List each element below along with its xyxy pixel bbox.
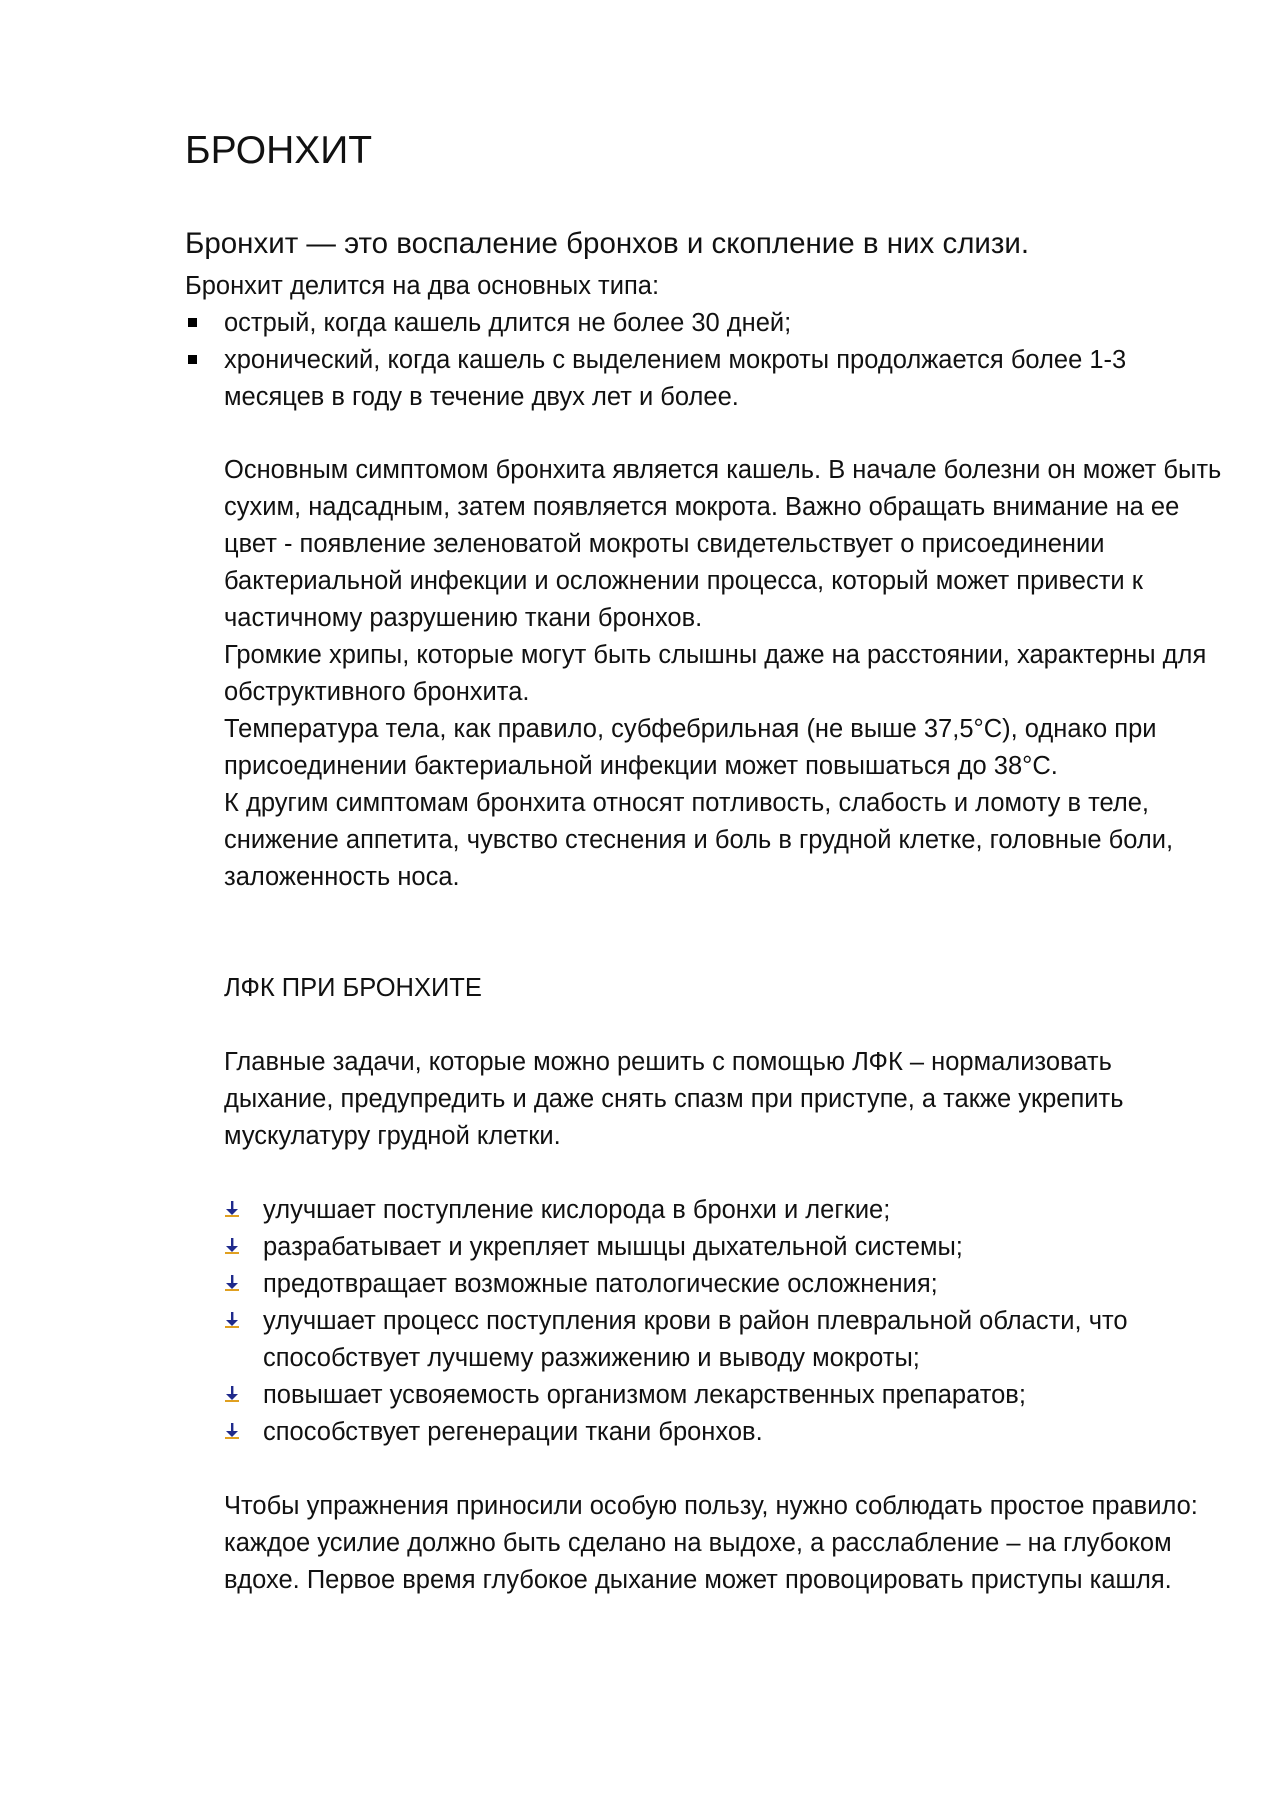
bronchitis-types-list (185, 305, 1215, 416)
list-item (224, 1266, 1224, 1303)
list-item (224, 1414, 1224, 1451)
list-item (224, 1303, 1224, 1377)
list-item-text: разрабатывает и укрепляет мышцы дыхательной системы; (263, 1233, 963, 1261)
list-item-text: улучшает поступление кислорода в бронхи и легкие; (263, 1196, 891, 1224)
symptom-paragraph: Основным симптомом бронхита является кашель. В начале болезни он может быть сухим, надсадным, затем появляется мокрота. Важно обращать внимание на ее цвет - появление зеленоватой мокроты свидетельствует о присоединении бактериальной инфекции и осложнении процесса, который может привести к частичному разрушению ткани бронхов. (224, 456, 1222, 632)
list-item (224, 1192, 1224, 1229)
list-item-text: предотвращает возможные патологические осложнения; (263, 1270, 938, 1298)
symptom-paragraph: Температура тела, как правило, субфебрильная (не выше 37,5°С), однако при присоединении бактериальной инфекции может повышаться до 38°С. (224, 715, 1157, 780)
section-heading: ЛФК ПРИ БРОНХИТЕ (224, 974, 482, 1002)
arrow-down-bullet-icon (224, 1237, 240, 1255)
square-bullet-icon (188, 355, 197, 364)
lfk-section-heading-wrap (224, 970, 1224, 1007)
list-item-text: хронический, когда кашель с выделением мокроты продолжается более 1-3 месяцев в году в течение двух лет и более. (224, 346, 1127, 411)
list-item-text: улучшает процесс поступления крови в район плевральной области, что способствует лучшему разжижению и выводу мокроты; (263, 1307, 1128, 1372)
list-item (224, 1229, 1224, 1266)
arrow-down-bullet-icon (224, 1385, 240, 1403)
list-item-text: острый, когда кашель длится не более 30 дней; (224, 309, 792, 337)
arrow-down-bullet-icon (224, 1422, 240, 1440)
arrow-down-bullet-icon (224, 1200, 240, 1218)
tasks-paragraph: Главные задачи, которые можно решить с помощью ЛФК – нормализовать дыхание, предупредить и даже снять спазм при приступе, а также укрепить мускулатуру грудной клетки. (224, 1048, 1124, 1150)
arrow-down-bullet-icon (224, 1311, 240, 1329)
lead-definition: Бронхит — это воспаление бронхов и скопление в них слизи. (185, 227, 1030, 260)
list-item (185, 305, 1215, 342)
list-item (224, 1377, 1224, 1414)
list-item (185, 342, 1215, 416)
breathing-rule-section (224, 1488, 1224, 1599)
types-intro: Бронхит делится на два основных типа: (185, 272, 660, 300)
symptom-paragraph: Громкие хрипы, которые могут быть слышны даже на расстоянии, характерны для обструктивного бронхита. (224, 641, 1207, 706)
document-title: БРОНХИТ (185, 129, 373, 172)
symptom-paragraph: К другим симптомам бронхита относят потливость, слабость и ломоту в теле, снижение аппетита, чувство стеснения и боль в грудной клетке, головные боли, заложенность носа. (224, 789, 1174, 891)
lfk-tasks-section (224, 1044, 1224, 1155)
square-bullet-icon (188, 318, 197, 327)
rule-paragraph: Чтобы упражнения приносили особую пользу, нужно соблюдать простое правило: каждое усилие должно быть сделано на выдохе, а расслабление – на глубоком вдохе. Первое время глубокое дыхание может провоцировать приступы кашля. (224, 1492, 1198, 1594)
lfk-benefits-list (224, 1192, 1224, 1451)
list-item-text: способствует регенерации ткани бронхов. (263, 1418, 763, 1446)
list-item-text: повышает усвояемость организмом лекарственных препаратов; (263, 1381, 1026, 1409)
arrow-down-bullet-icon (224, 1274, 240, 1292)
symptoms-section (224, 452, 1224, 896)
